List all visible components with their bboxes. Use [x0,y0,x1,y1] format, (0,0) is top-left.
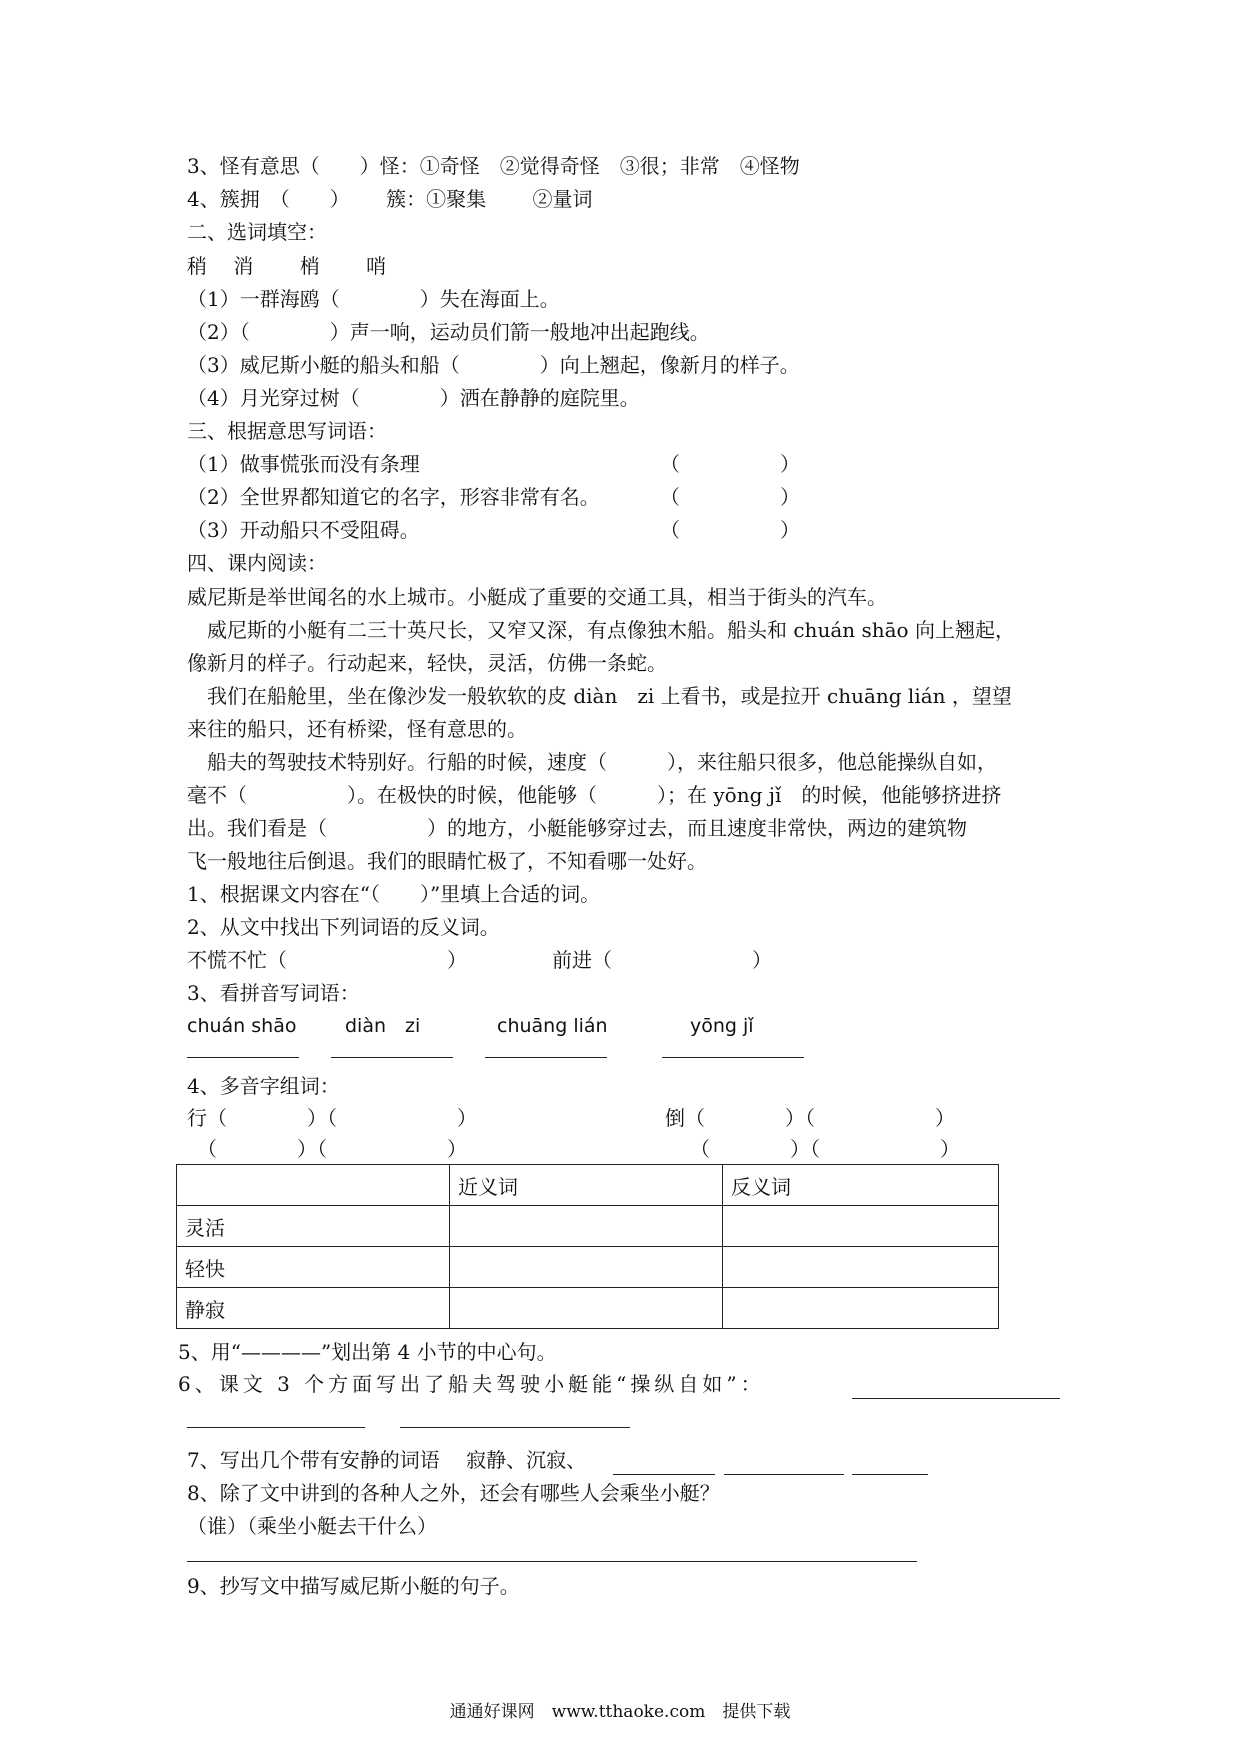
polyphone-row1-b: 倒（ ）（ ） [665,1106,955,1130]
question-4: 4、多音字组词： [187,1074,340,1098]
table-row [177,1247,999,1288]
part3-blank-2: （ ） [660,485,800,509]
table-word: 轻快 [177,1247,450,1288]
footer-credit: 通通好课网 www.tthaoke.com 提供下载 [449,1702,791,1722]
table-antonym-cell[interactable] [723,1206,999,1247]
passage-line-3: 像新月的样子。行动起来，轻快，灵活，仿佛一条蛇。 [187,651,667,675]
pinyin-4: yōng jǐ [690,1015,754,1037]
question-2-antonym-a: 不慌不忙（ ） [187,948,467,972]
part2-item-2: （2）（ ）声一响，运动员们箭一般地冲出起跑线。 [187,320,710,344]
question-8-answer-line[interactable] [187,1561,917,1562]
pinyin-3: chuāng lián [497,1015,608,1037]
table-synonym-cell[interactable] [450,1206,723,1247]
question-2-antonym-b: 前进（ ） [552,948,772,972]
part3-heading: 三、根据意思写词语： [187,419,387,443]
pinyin-answer-line-2[interactable] [331,1057,453,1058]
question-7-answer-line-1[interactable] [613,1474,715,1475]
table-synonym-cell[interactable] [450,1247,723,1288]
passage-line-4: 我们在船舱里，坐在像沙发一般软软的皮 diàn zi 上看书，或是拉开 chuāng lián ，望望 [187,684,1012,708]
part3-item-1: （1）做事慌张而没有条理 [187,452,420,476]
passage-line-9: 飞一般地往后倒退。我们的眼睛忙极了，不知看哪一处好。 [187,849,707,873]
passage-line-7: 毫不（ ）。在极快的时候，他能够（ ）；在 yōng jǐ 的时候，他能够挤进挤 [187,783,1002,807]
question-7-answer-line-2[interactable] [724,1474,844,1475]
table-header-row [177,1165,999,1206]
table-row [177,1206,999,1247]
table-header-synonym: 近义词 [450,1165,723,1206]
passage-line-6: 船夫的驾驶技术特别好。行船的时候，速度（ ），来往船只很多，他总能操纵自如， [187,750,997,774]
polyphone-row2-a: （ ）（ ） [187,1137,467,1161]
question-3: 3、看拼音写词语： [187,981,360,1005]
synonym-antonym-table [176,1164,999,1329]
question-1: 1、根据课文内容在“（ ）”里填上合适的词。 [187,882,601,906]
table-row [177,1288,999,1329]
part3-blank-1: （ ） [660,452,800,476]
question-2: 2、从文中找出下列词语的反义词。 [187,915,500,939]
pinyin-answer-line-3[interactable] [485,1057,607,1058]
question-6-answer-line-2[interactable] [187,1427,365,1428]
table-header-antonym: 反义词 [723,1165,999,1206]
part2-item-3: （3）威尼斯小艇的船头和船（ ）向上翘起，像新月的样子。 [187,353,800,377]
table-antonym-cell[interactable] [723,1247,999,1288]
part4-heading: 四、课内阅读： [187,551,327,575]
part3-item-3: （3）开动船只不受阻碍。 [187,518,420,542]
question-7: 7、写出几个带有安静的词语 寂静、沉寂、 [187,1448,587,1472]
part3-item-2: （2）全世界都知道它的名字，形容非常有名。 [187,485,600,509]
passage-line-1: 威尼斯是举世闻名的水上城市。小艇成了重要的交通工具，相当于街头的汽车。 [187,585,887,609]
question-5: 5、用“————”划出第 4 小节的中心句。 [178,1340,557,1364]
table-antonym-cell[interactable] [723,1288,999,1329]
table-word: 静寂 [177,1288,450,1329]
table-header-blank [177,1165,450,1206]
question-6-answer-line-3[interactable] [400,1427,630,1428]
question-9: 9、抄写文中描写威尼斯小艇的句子。 [187,1574,520,1598]
pinyin-answer-line-4[interactable] [662,1057,804,1058]
pinyin-answer-line-1[interactable] [187,1057,299,1058]
question-6: 6、课文 3 个方面写出了船夫驾驶小艇能“操纵自如”： [178,1372,765,1396]
part3-blank-3: （ ） [660,518,800,542]
pinyin-2: diàn zi [345,1015,421,1037]
polyphone-row2-b: （ ）（ ） [690,1137,960,1161]
passage-line-2: 威尼斯的小艇有二三十英尺长，又窄又深，有点像独木船。船头和 chuán shāo 向上翘起， [187,618,1015,642]
part2-options: 稍 消 梢 哨 [187,254,387,278]
part1-item-4: 4、簇拥 （ ） 簇：①聚集 ②量词 [187,187,593,211]
question-8: 8、除了文中讲到的各种人之外，还会有哪些人会乘坐小艇？ [187,1481,720,1505]
table-synonym-cell[interactable] [450,1288,723,1329]
question-7-answer-line-3[interactable] [852,1474,928,1475]
part2-heading: 二、选词填空： [187,220,327,244]
part2-item-4: （4）月光穿过树（ ）洒在静静的庭院里。 [187,386,640,410]
table-word: 灵活 [177,1206,450,1247]
passage-line-5: 来往的船只，还有桥梁，怪有意思的。 [187,717,527,741]
pinyin-1: chuán shāo [187,1015,297,1037]
question-8-sub: （谁）（乘坐小艇去干什么） [187,1514,437,1538]
part2-item-1: （1）一群海鸥（ ）失在海面上。 [187,287,560,311]
polyphone-row1-a: 行（ ）（ ） [187,1106,477,1130]
part1-item-3: 3、怪有意思（ ）怪：①奇怪 ②觉得奇怪 ③很；非常 ④怪物 [187,154,800,178]
passage-line-8: 出。我们看是（ ）的地方，小艇能够穿过去，而且速度非常快，两边的建筑物 [187,816,967,840]
question-6-answer-line-1[interactable] [852,1398,1060,1399]
